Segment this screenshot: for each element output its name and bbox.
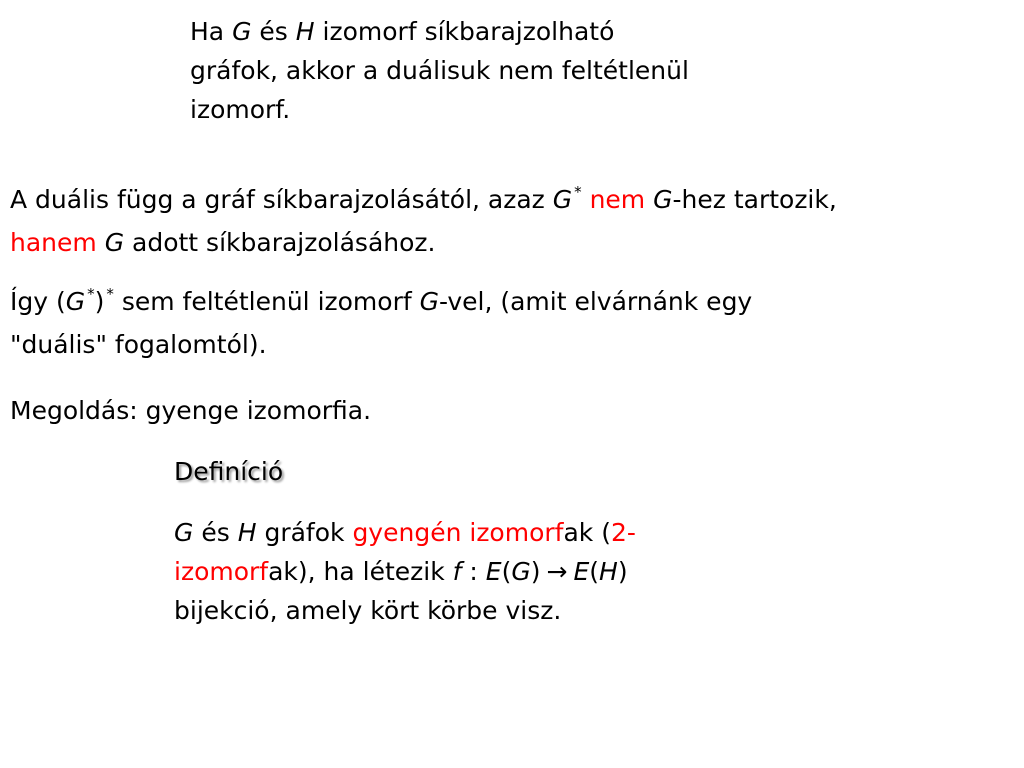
symbol-f: f [452, 557, 462, 586]
dual-star: * [574, 183, 582, 201]
symbol-g: G [552, 185, 573, 214]
symbol-e: E [573, 557, 590, 586]
def-text: ) [617, 557, 628, 586]
symbol-g: G [65, 287, 86, 316]
symbol-h: H [295, 17, 315, 46]
dual-star: * [106, 285, 114, 303]
symbol-g: G [104, 228, 125, 257]
intro-text: Ha [190, 17, 233, 46]
intro-text: és [251, 17, 296, 46]
p2-text: ) [94, 287, 105, 316]
highlight-2: 2- [610, 518, 636, 547]
symbol-h: H [237, 518, 257, 547]
p2-text: Így ( [10, 287, 66, 316]
dual-star: * [87, 285, 95, 303]
def-text: : [461, 557, 486, 586]
p1-line-1 [10, 180, 837, 223]
p2-line-1 [10, 282, 752, 325]
definition-body [174, 513, 636, 630]
highlight-weak-isomorphic: gyengén izomorf [352, 518, 564, 547]
symbol-e: E [485, 557, 502, 586]
right-arrow-icon: → [546, 557, 568, 586]
intro-line-3: izomorf. [190, 95, 291, 124]
p1-line-2 [10, 223, 837, 262]
def-text: ak), ha létezik [268, 557, 453, 586]
symbol-g: G [174, 518, 194, 547]
highlight-nem: nem [589, 185, 646, 214]
intro-line-1 [190, 12, 689, 51]
def-line-2 [174, 552, 636, 591]
def-text: gráfok [256, 518, 353, 547]
def-text: ) [530, 557, 541, 586]
highlight-isomorf: izomorf [174, 557, 269, 586]
dual-dependency-paragraph [10, 180, 837, 262]
def-text: ( [501, 557, 512, 586]
p1-text: A duális függ a gráf síkbarajzolásától, azaz [10, 185, 553, 214]
p2-text: -vel, (amit elvárnánk egy [438, 287, 753, 316]
solution-text: Megoldás: gyenge izomorfia. [10, 396, 372, 425]
symbol-g: G [653, 185, 673, 214]
p2-text: sem feltétlenül izomorf [113, 287, 420, 316]
highlight-hanem: hanem [10, 228, 97, 257]
intro-line-2: gráfok, akkor a duálisuk nem feltétlenül [190, 56, 689, 85]
p1-text: adott síkbarajzolásához. [124, 228, 436, 257]
p2-line-2: "duális" fogalomtól). [10, 330, 267, 359]
symbol-g: G [232, 17, 252, 46]
symbol-h: H [599, 557, 618, 586]
def-text: ( [589, 557, 600, 586]
def-line-1 [174, 513, 636, 552]
symbol-g: G [511, 557, 531, 586]
symbol-g: G [419, 287, 439, 316]
def-text: és [193, 518, 238, 547]
definition-heading: Definíció [174, 457, 284, 486]
def-line-3: bijekció, amely kört körbe visz. [174, 596, 562, 625]
solution-paragraph [10, 391, 371, 430]
p1-text: -hez tartozik, [672, 185, 837, 214]
double-dual-paragraph [10, 282, 752, 364]
intro-paragraph [190, 12, 689, 129]
def-text: ak ( [563, 518, 611, 547]
intro-text: izomorf síkbarajzolható [314, 17, 615, 46]
